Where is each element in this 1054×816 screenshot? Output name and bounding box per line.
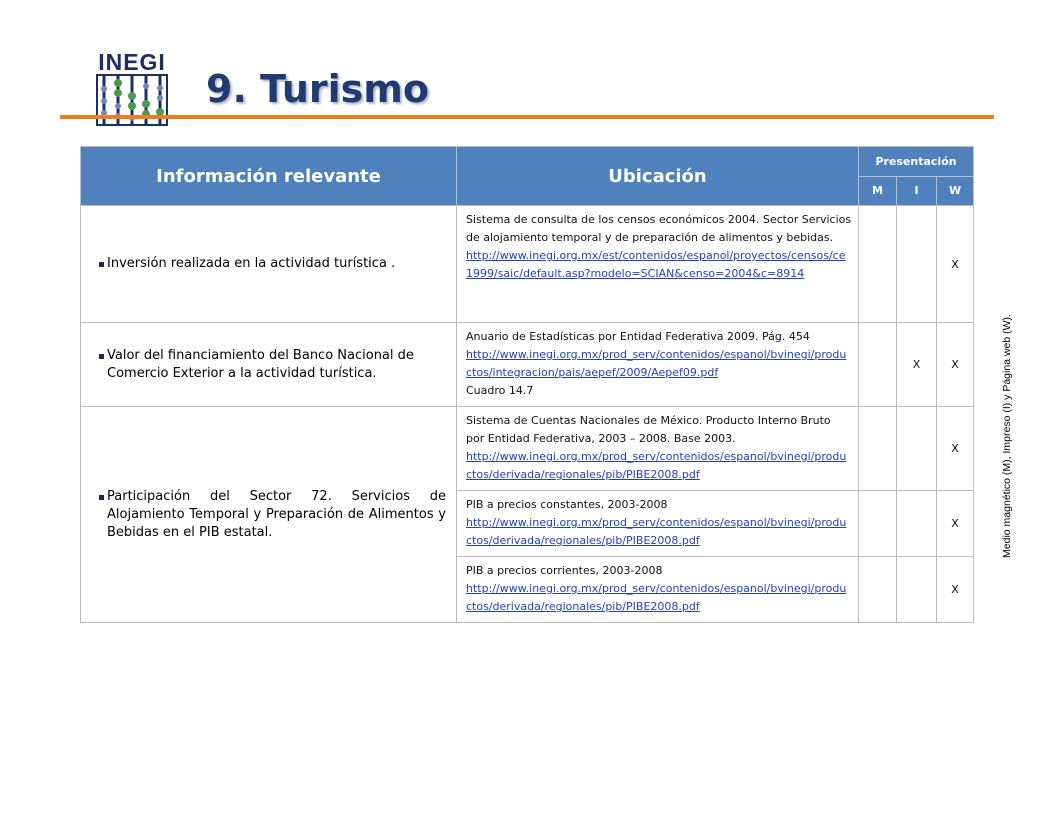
info-cell bbox=[81, 206, 457, 323]
ubicacion-text: Sistema de Cuentas Nacionales de México. Producto Interno Bruto por Entidad Federativa, 2003 – 2008. Base 2003. bbox=[466, 414, 831, 445]
header-ubicacion: Ubicación bbox=[457, 147, 859, 206]
bullet-icon bbox=[99, 354, 104, 359]
mark-m bbox=[859, 491, 897, 557]
info-table bbox=[80, 146, 974, 623]
presentation-legend: Medio magnético (M), Impreso (I) y Página web (W). bbox=[1001, 314, 1013, 558]
table-row bbox=[81, 323, 974, 407]
ubicacion-link[interactable]: http://www.inegi.org.mx/prod_serv/contenidos/espanol/bvinegi/productos/integracion/pais/aepef/2009/Aepef09.pdf bbox=[466, 348, 847, 379]
mark-m bbox=[859, 407, 897, 491]
ubicacion-cell bbox=[457, 491, 859, 557]
info-text: Participación del Sector 72. Servicios de Alojamiento Temporal y Preparación de Alimentos y Bebidas en el PIB estatal. bbox=[107, 488, 446, 540]
ubicacion-text: PIB a precios corrientes, 2003-2008 bbox=[466, 564, 663, 577]
logo-text: INEGI bbox=[98, 49, 166, 75]
ubicacion-link[interactable]: http://www.inegi.org.mx/est/contenidos/espanol/proyectos/censos/ce1999/saic/default.asp?modelo=SCIAN&censo=2004&c=8914 bbox=[466, 249, 846, 280]
page-title: 9. Turismo bbox=[206, 67, 429, 111]
mark-i bbox=[897, 206, 937, 323]
bullet-icon bbox=[99, 495, 104, 500]
info-text: Inversión realizada en la actividad turística . bbox=[107, 256, 396, 271]
bullet-icon bbox=[99, 262, 104, 267]
mark-i bbox=[897, 407, 937, 491]
mark-w: X bbox=[937, 323, 974, 407]
ubicacion-text: Sistema de consulta de los censos económicos 2004. Sector Servicios de alojamiento temporal y de preparación de alimentos y bebidas. bbox=[466, 213, 852, 244]
mark-w: X bbox=[937, 491, 974, 557]
ubicacion-cell bbox=[457, 206, 859, 323]
ubicacion-link[interactable]: http://www.inegi.org.mx/prod_serv/contenidos/espanol/bvinegi/productos/derivada/regionales/pib/PIBE2008.pdf bbox=[466, 582, 847, 613]
ubicacion-link[interactable]: http://www.inegi.org.mx/prod_serv/contenidos/espanol/bvinegi/productos/derivada/regionales/pib/PIBE2008.pdf bbox=[466, 450, 847, 481]
mark-i bbox=[897, 491, 937, 557]
header-presentacion: Presentación bbox=[859, 147, 974, 177]
mark-w: X bbox=[937, 557, 974, 623]
ubicacion-cell bbox=[457, 407, 859, 491]
info-text: Valor del financiamiento del Banco Nacional de Comercio Exterior a la actividad turística. bbox=[107, 347, 414, 381]
ubicacion-text: Anuario de Estadísticas por Entidad Federativa 2009. Pág. 454 bbox=[466, 330, 810, 343]
ubicacion-note: Cuadro 14.7 bbox=[466, 384, 534, 397]
mark-i: X bbox=[897, 323, 937, 407]
mark-w: X bbox=[937, 407, 974, 491]
ubicacion-cell bbox=[457, 557, 859, 623]
mark-w: X bbox=[937, 206, 974, 323]
header-m: M bbox=[859, 176, 897, 206]
info-cell bbox=[81, 407, 457, 623]
ubicacion-text: PIB a precios constantes, 2003-2008 bbox=[466, 498, 668, 511]
ubicacion-cell bbox=[457, 323, 859, 407]
mark-m bbox=[859, 323, 897, 407]
mark-i bbox=[897, 557, 937, 623]
header-informacion: Información relevante bbox=[81, 147, 457, 206]
header-w: W bbox=[937, 176, 974, 206]
mark-m bbox=[859, 557, 897, 623]
ubicacion-link[interactable]: http://www.inegi.org.mx/prod_serv/contenidos/espanol/bvinegi/productos/derivada/regionales/pib/PIBE2008.pdf bbox=[466, 516, 847, 547]
header-divider bbox=[60, 115, 994, 119]
table-row bbox=[81, 206, 974, 323]
header-i: I bbox=[897, 176, 937, 206]
info-cell bbox=[81, 323, 457, 407]
table-row bbox=[81, 407, 974, 491]
mark-m bbox=[859, 206, 897, 323]
